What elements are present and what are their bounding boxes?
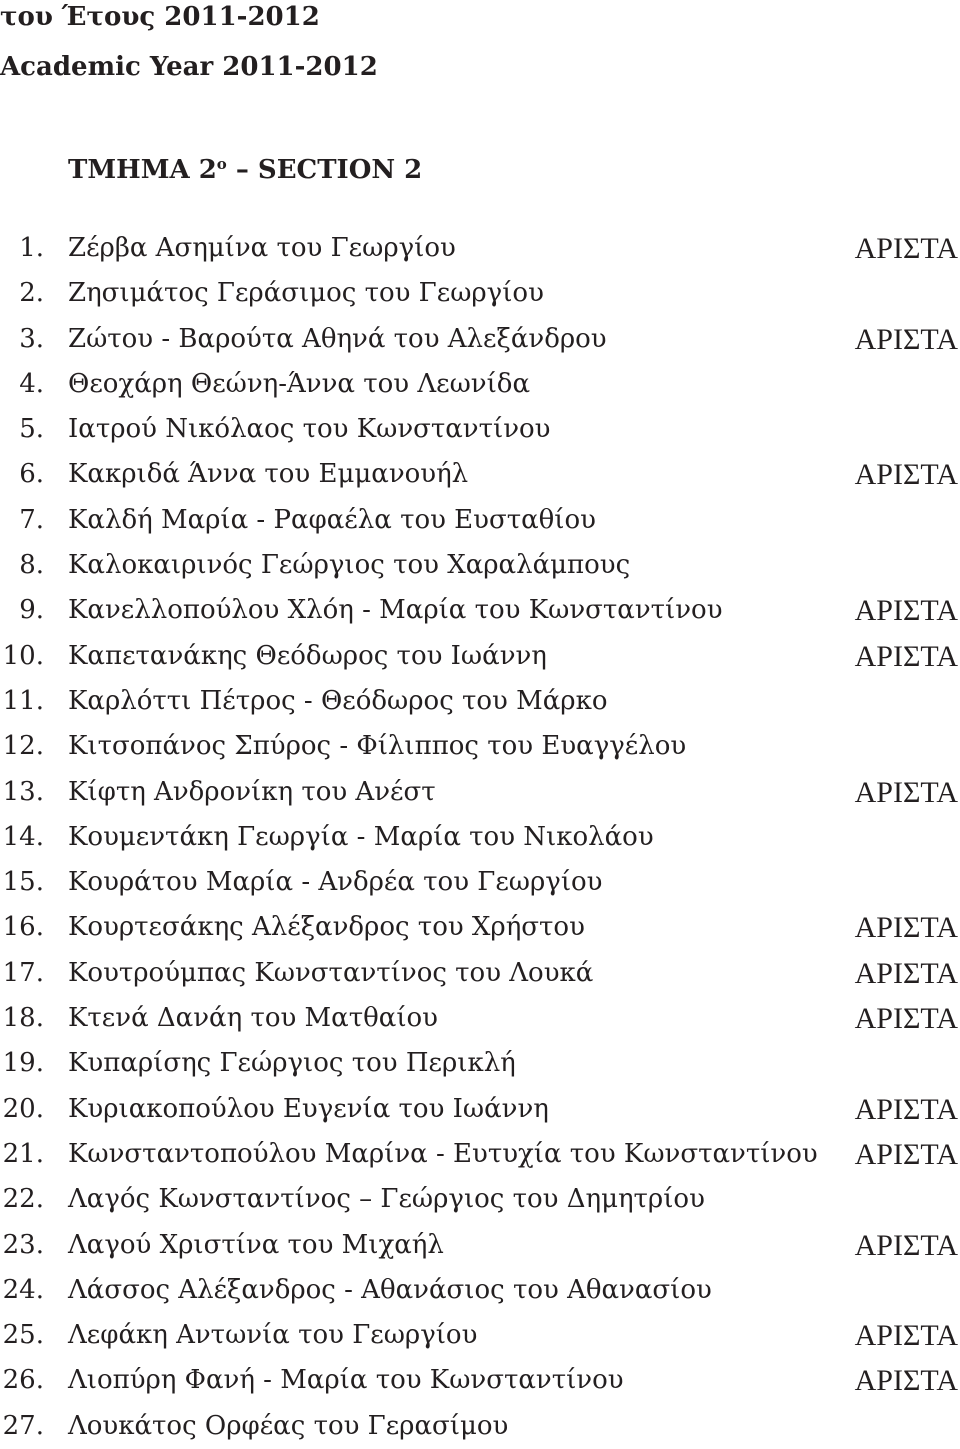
row-number: 10. [2, 640, 44, 671]
student-name: Ζησιμάτος Γεράσιμος του Γεωργίου [68, 278, 544, 309]
student-name: Κυπαρίσης Γεώργιος του Περικλή [68, 1048, 516, 1079]
header-year-greek: του Έτους 2011-2012 [0, 2, 320, 32]
row-number: 14. [2, 821, 44, 852]
grade-badge: ΑΡΙΣΤΑ [854, 232, 958, 265]
row-number: 16. [2, 912, 44, 943]
student-name: Λεφάκη Αντωνία του Γεωργίου [68, 1320, 478, 1351]
list-item [0, 1358, 960, 1403]
list-item [0, 634, 960, 679]
student-name: Ζώτου - Βαρούτα Αθηνά του Αλεξάνδρου [68, 323, 607, 354]
list-item [0, 1268, 960, 1313]
student-name: Λαγού Χριστίνα του Μιχαήλ [68, 1229, 444, 1260]
list-item [0, 1132, 960, 1177]
grade-badge: ΑΡΙΣΤΑ [854, 1228, 958, 1262]
list-item [0, 724, 960, 769]
grade-badge: ΑΡΙΣΤΑ [854, 956, 958, 990]
student-name: Κουράτου Μαρία - Ανδρέα του Γεωργίου [68, 867, 603, 898]
row-number: 4. [19, 368, 44, 399]
student-name: Λάσσος Αλέξανδρος - Αθανάσιος του Αθανασίου [68, 1274, 712, 1305]
section-title-suffix: – SECTION 2 [226, 155, 423, 185]
student-list [0, 226, 960, 1449]
grade-badge: ΑΡΙΣΤΑ [854, 1092, 958, 1126]
row-number: 9. [19, 595, 44, 626]
row-number: 21. [2, 1138, 44, 1169]
row-number: 12. [2, 731, 44, 762]
student-name: Ιατρού Νικόλαος του Κωνσταντίνου [68, 414, 551, 445]
list-item [0, 271, 960, 316]
list-item [0, 951, 960, 996]
list-item [0, 452, 960, 497]
list-item [0, 1313, 960, 1358]
grade-badge: ΑΡΙΣΤΑ [854, 322, 958, 356]
student-name: Κυριακοπούλου Ευγενία του Ιωάννη [68, 1093, 549, 1124]
student-name: Καρλόττι Πέτρος - Θεόδωρος του Μάρκο [68, 685, 608, 716]
row-number: 26. [2, 1365, 44, 1396]
student-name: Καλοκαιρινός Γεώργιος του Χαραλάμπους [68, 550, 631, 581]
student-name: Κουρτεσάκης Αλέξανδρος του Χρήστου [68, 912, 585, 943]
student-name: Θεοχάρη Θεώνη-Άννα του Λεωνίδα [68, 368, 531, 399]
list-item [0, 905, 960, 950]
row-number: 25. [2, 1320, 44, 1351]
row-number: 6. [19, 459, 44, 490]
section-title-superscript: ο [216, 155, 227, 173]
section-title-prefix: ΤΜΗΜΑ 2 [68, 155, 217, 185]
grade-badge: ΑΡΙΣΤΑ [854, 639, 958, 673]
student-name: Καλδή Μαρία - Ραφαέλα του Ευσταθίου [68, 504, 596, 535]
list-item [0, 407, 960, 452]
list-item [0, 498, 960, 543]
row-number: 24. [2, 1274, 44, 1305]
row-number: 11. [2, 685, 44, 716]
student-name: Κτενά Δανάη του Ματθαίου [68, 1003, 438, 1034]
row-number: 1. [19, 233, 44, 263]
grade-badge: ΑΡΙΣΤΑ [854, 1137, 958, 1171]
list-item [0, 815, 960, 860]
row-number: 13. [2, 776, 44, 807]
list-item [0, 226, 960, 271]
section-title [68, 154, 422, 186]
list-item [0, 679, 960, 724]
row-number: 18. [2, 1003, 44, 1034]
list-item [0, 543, 960, 588]
list-item [0, 362, 960, 407]
row-number: 15. [2, 867, 44, 898]
list-item [0, 860, 960, 905]
student-name: Λαγός Κωνσταντίνος – Γεώργιος του Δημητρίου [68, 1184, 705, 1215]
grade-badge: ΑΡΙΣΤΑ [854, 458, 958, 492]
grade-badge: ΑΡΙΣΤΑ [854, 775, 958, 809]
grade-badge: ΑΡΙΣΤΑ [854, 1319, 958, 1353]
student-name: Κακριδά Άννα του Εμμανουήλ [68, 459, 469, 490]
row-number: 2. [19, 278, 44, 309]
student-name: Ζέρβα Ασημίνα του Γεωργίου [68, 233, 456, 263]
student-name: Κίφτη Ανδρονίκη του Ανέστ [68, 776, 436, 807]
student-name: Κουτρούμπας Κωνσταντίνος του Λουκά [68, 957, 594, 988]
grade-badge: ΑΡΙΣΤΑ [854, 911, 958, 945]
header-year-english: Academic Year 2011-2012 [0, 52, 378, 82]
student-name: Κιτσοπάνος Σπύρος - Φίλιππος του Ευαγγέλου [68, 731, 687, 762]
list-item [0, 1177, 960, 1222]
student-name: Κανελλοπούλου Χλόη - Μαρία του Κωνσταντίνου [68, 595, 723, 626]
row-number: 17. [2, 957, 44, 988]
row-number: 8. [19, 550, 44, 581]
list-item [0, 1087, 960, 1132]
list-item [0, 1223, 960, 1268]
student-name: Κωνσταντοπούλου Μαρίνα - Ευτυχία του Κωνσταντίνου [68, 1138, 818, 1169]
row-number: 22. [2, 1184, 44, 1215]
row-number: 20. [2, 1093, 44, 1124]
list-item [0, 588, 960, 633]
grade-badge: ΑΡΙΣΤΑ [854, 594, 958, 628]
list-item [0, 317, 960, 362]
list-item [0, 996, 960, 1041]
student-name: Καπετανάκης Θεόδωρος του Ιωάννη [68, 640, 547, 671]
row-number: 19. [2, 1048, 44, 1079]
list-item [0, 1404, 960, 1449]
student-name: Λουκάτος Ορφέας του Γερασίμου [68, 1410, 509, 1441]
list-item [0, 1041, 960, 1086]
row-number: 27. [2, 1410, 44, 1441]
row-number: 23. [2, 1229, 44, 1260]
list-item [0, 770, 960, 815]
student-name: Λιοπύρη Φανή - Μαρία του Κωνσταντίνου [68, 1365, 624, 1396]
row-number: 5. [19, 414, 44, 445]
student-name: Κουμεντάκη Γεωργία - Μαρία του Νικολάου [68, 821, 654, 852]
grade-badge: ΑΡΙΣΤΑ [854, 1364, 958, 1398]
grade-badge: ΑΡΙΣΤΑ [854, 1002, 958, 1036]
row-number: 3. [19, 323, 44, 354]
row-number: 7. [19, 504, 44, 535]
